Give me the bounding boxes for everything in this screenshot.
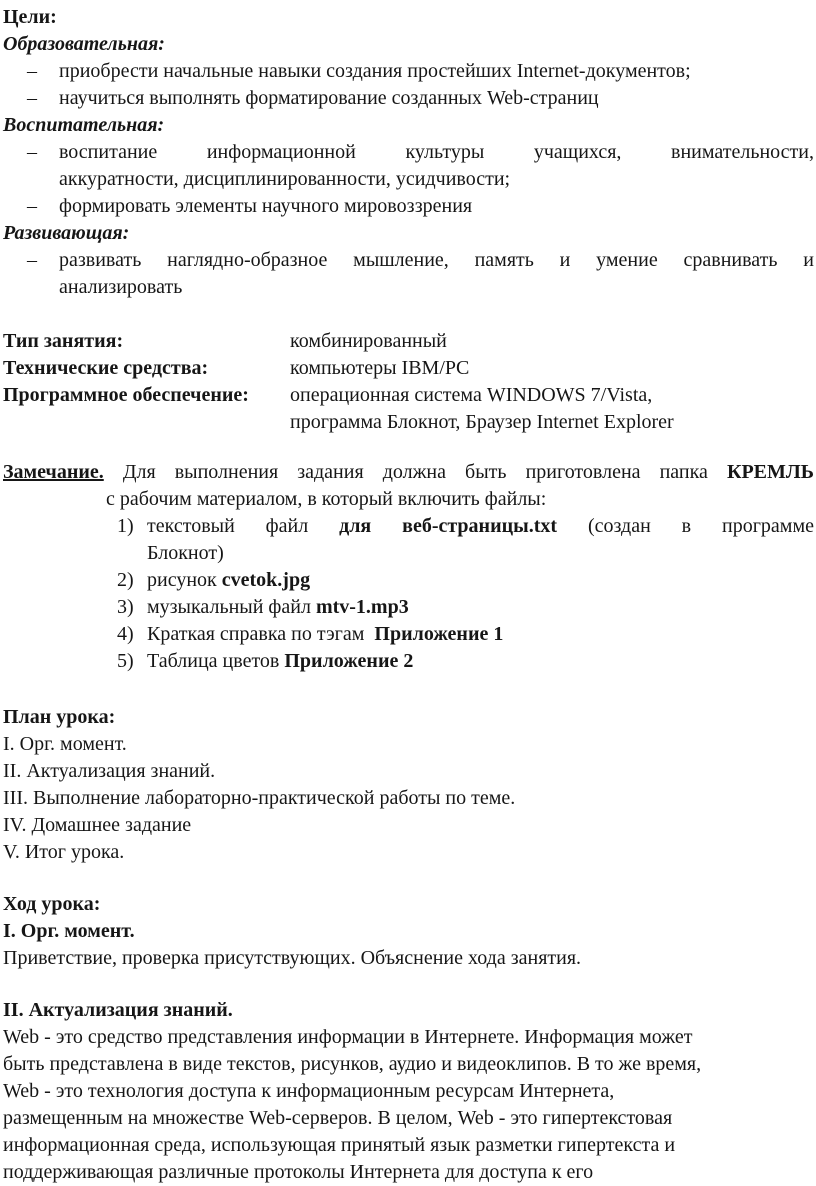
step2-heading: II. Актуализация знаний. xyxy=(3,999,233,1021)
info-value: комбинированный xyxy=(290,330,447,352)
paragraph-line: Web - это технология доступа к информационным ресурсам Интернета, xyxy=(3,1080,615,1102)
bullet-text: приобрести начальные навыки создания простейших Internet-документов; xyxy=(59,60,691,82)
bullet-marker: – xyxy=(27,195,37,217)
item-text-pre: рисунок xyxy=(147,569,222,591)
info-value xyxy=(290,382,816,436)
numbered-item xyxy=(3,567,816,594)
note-section xyxy=(3,459,816,675)
item-number: 1) xyxy=(117,515,134,537)
plan-heading: План урока: xyxy=(3,706,116,728)
paragraph-line: поддерживающая различные протоколы Интернета для доступа к его xyxy=(3,1161,594,1183)
goals-heading: Цели: xyxy=(3,6,57,28)
folder-name: КРЕМЛЬ xyxy=(726,461,814,483)
step1-heading: I. Орг. момент. xyxy=(3,920,135,942)
bullet-text: формировать элементы научного мировоззрения xyxy=(59,195,473,217)
item-text xyxy=(147,513,816,540)
appendix-reference: Приложение 1 xyxy=(374,623,504,645)
bullet-item xyxy=(3,58,816,85)
item-text-pre: Таблица цветов xyxy=(147,650,285,672)
note-lead-text: Для выполнения задания должна быть приготовлена папка xyxy=(103,461,727,483)
item-number: 3) xyxy=(117,596,134,618)
bullet-text: анализировать xyxy=(59,276,183,298)
paragraph-line: информационная среда, использующая принятый язык разметки гипертекста и xyxy=(3,1134,676,1156)
item-text xyxy=(147,567,816,594)
paragraph-line: Web - это средство представления информации в Интернете. Информация может xyxy=(3,1026,693,1048)
info-value-line: программа Блокнот, Браузер Internet Explorer xyxy=(290,411,674,433)
info-row xyxy=(3,355,816,382)
info-label: Технические средства: xyxy=(3,357,209,379)
bullet-text: аккуратности, дисциплинированности, усидчивости; xyxy=(59,168,511,190)
numbered-item xyxy=(3,513,816,567)
section-label-educational: Образовательная: xyxy=(3,33,165,55)
bullet-text: научиться выполнять форматирование созданных Web-страниц xyxy=(59,87,599,109)
bullet-item xyxy=(3,85,816,112)
course-heading: Ход урока: xyxy=(3,893,101,915)
item-number: 2) xyxy=(117,569,134,591)
note-continuation: с рабочим материалом, в который включить файлы: xyxy=(106,488,547,510)
file-name: mtv-1.mp3 xyxy=(315,596,409,618)
item-number: 4) xyxy=(117,623,134,645)
paragraph-line: размещенным на множестве Web-серверов. В целом, Web - это гипертекстовая xyxy=(3,1107,673,1129)
item-text-pre: Краткая справка по тэгам xyxy=(147,623,375,645)
info-row xyxy=(3,328,816,355)
info-value-line: операционная система WINDOWS 7/Vista, xyxy=(290,384,653,406)
bullet-item xyxy=(3,193,816,220)
plan-item: I. Орг. момент. xyxy=(3,733,127,755)
bullet-marker: – xyxy=(27,87,37,109)
note-label: Замечание. xyxy=(3,461,104,483)
item-text xyxy=(147,648,816,675)
info-label: Программное обеспечение: xyxy=(3,384,249,406)
plan-item: IV. Домашнее задание xyxy=(3,814,192,836)
plan-item: III. Выполнение лабораторно-практической работы по теме. xyxy=(3,787,516,809)
bullet-text: воспитание информационной культуры учащихся, внимательности, xyxy=(59,141,814,163)
item-text-post: (создан в программе xyxy=(557,515,814,537)
note-lead xyxy=(3,459,816,486)
numbered-item xyxy=(3,594,816,621)
goals-section xyxy=(3,4,816,301)
course-section xyxy=(3,891,816,1186)
bullet-item xyxy=(3,139,816,193)
lesson-info-section xyxy=(3,328,816,436)
info-label: Тип занятия: xyxy=(3,330,124,352)
item-text-wrap: Блокнот) xyxy=(147,542,224,564)
file-name: cvetok.jpg xyxy=(221,569,311,591)
bullet-marker: – xyxy=(27,60,37,82)
plan-section xyxy=(3,704,816,866)
plan-item: V. Итог урока. xyxy=(3,841,125,863)
step1-text: Приветствие, проверка присутствующих. Объяснение хода занятия. xyxy=(3,947,582,969)
bullet-text: развивать наглядно-образное мышление, память и умение сравнивать и xyxy=(59,249,814,271)
bullet-marker: – xyxy=(27,249,37,271)
info-row xyxy=(3,382,816,436)
bullet-item xyxy=(3,247,816,301)
appendix-reference: Приложение 2 xyxy=(284,650,414,672)
file-name: для веб-страницы.txt xyxy=(339,515,558,537)
section-label-upbringing: Воспитательная: xyxy=(3,114,165,136)
item-text-pre: музыкальный файл xyxy=(147,596,316,618)
item-text xyxy=(147,594,816,621)
plan-item: II. Актуализация знаний. xyxy=(3,760,216,782)
item-number: 5) xyxy=(117,650,134,672)
section-label-developing: Развивающая: xyxy=(3,222,130,244)
numbered-item xyxy=(3,621,816,648)
info-value: компьютеры IBM/PC xyxy=(290,357,470,379)
paragraph-line: быть представлена в виде текстов, рисунков, аудио и видеоклипов. В то же время, xyxy=(3,1053,702,1075)
item-text-pre: текстовый файл xyxy=(147,515,340,537)
bullet-marker: – xyxy=(27,141,37,163)
item-text xyxy=(147,621,816,648)
numbered-item xyxy=(3,648,816,675)
